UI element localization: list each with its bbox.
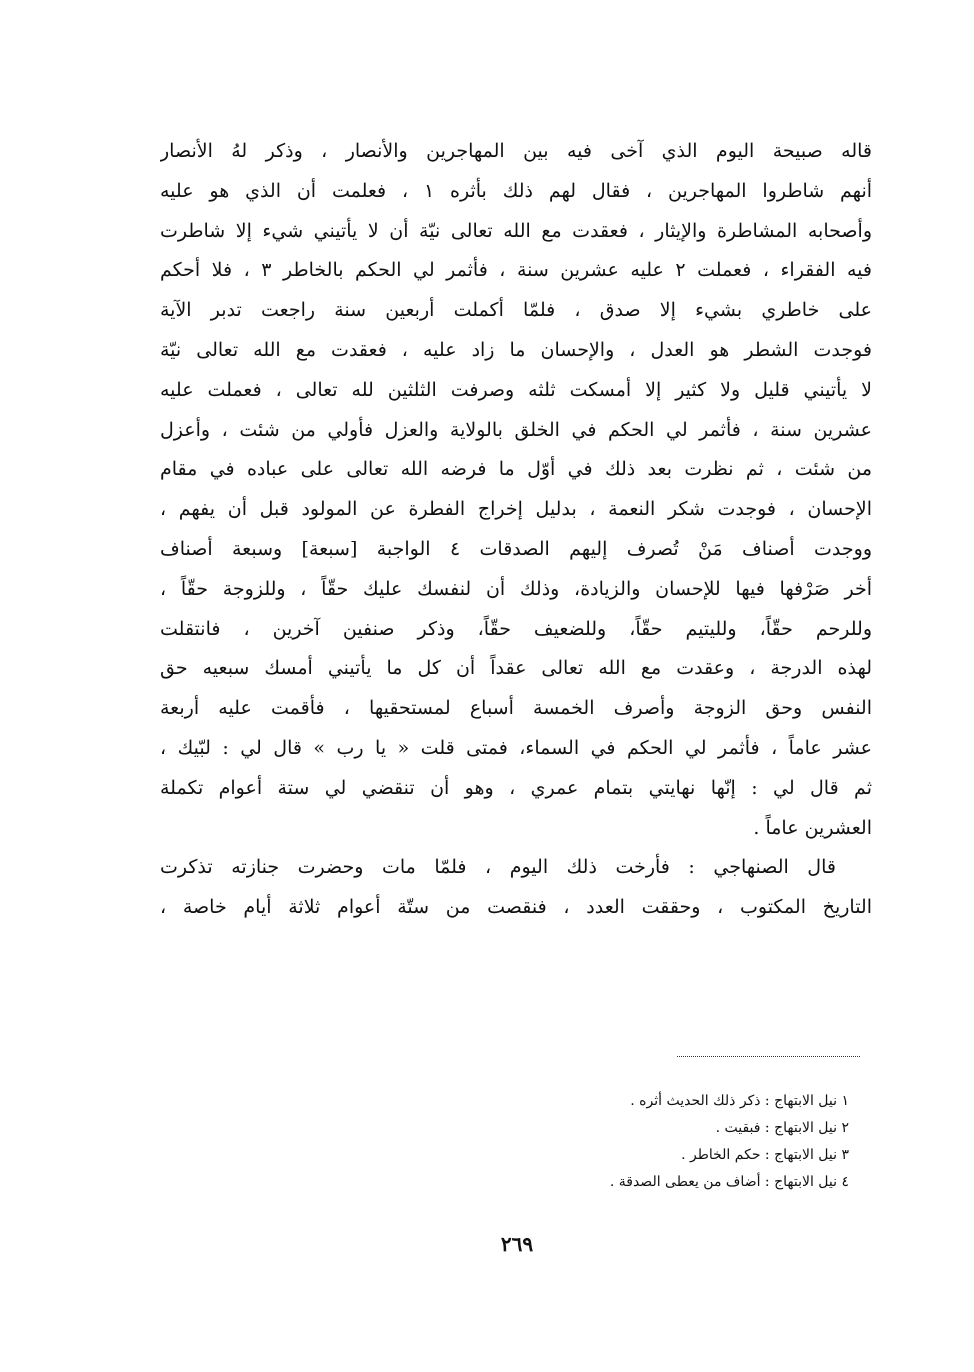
text-line: العشرين عاماً . [753, 816, 872, 839]
text-line: التاريخ المكتوب ، وحققت العدد ، فنقصت من ستّة أعوام ثلاثة أيام خاصة ، [160, 896, 872, 919]
text-line: على خاطري بشيء إلا صدق ، فلمّا أكملت أربعين سنة راجعت تدبر الآية [160, 299, 872, 322]
text-line: النفس وحق الزوجة وأصرف الخمسة أسباع لمستحقيها ، فأقمت عليه أربعة [160, 697, 872, 720]
text-line: عشر عاماً ، فأثمر لي الحكم في السماء، فمتى قلت « يا رب » قال لي : لبّيك ، [160, 736, 872, 759]
text-line: أنهم شاطروا المهاجرين ، فقال لهم ذلك بأثره ١ ، فعلمت أن الذي هو عليه [160, 179, 872, 202]
footnote: ٢ نيل الابتهاج : فبقيت . [715, 1120, 849, 1136]
text-line: فيه الفقراء ، فعملت ٢ عليه عشرين سنة ، فأثمر لي الحكم بالخاطر ٣ ، فلا أحكم [160, 259, 872, 282]
text-line: من شئت ، ثم نظرت بعد ذلك في أوّل ما فرضه الله تعالى على عباده في مقام [160, 458, 872, 481]
text-line: ووجدت أصناف مَنْ تُصرف إليهم الصدقات ٤ الواجبة [سبعة] وسبعة أصناف [160, 537, 872, 560]
footnote: ٣ نيل الابتهاج : حكم الخاطر . [681, 1147, 849, 1163]
text-line: الإحسان ، فوجدت شكر النعمة ، بدليل إخراج الفطرة عن المولود قبل أن يفهم ، [160, 498, 872, 521]
text-line: لا يأتيني قليل ولا كثير إلا أمسكت ثلثه وصرفت الثلثين لله تعالى ، فعملت عليه [160, 378, 872, 401]
text-line: قال الصنهاجي : فأرخت ذلك اليوم ، فلمّا مات وحضرت جنازته تذكرت [160, 856, 836, 879]
text-line: قاله صبيحة اليوم الذي آخى فيه بين المهاجرين والأنصار ، وذكر لهُ الأنصار [160, 140, 872, 162]
text-line: وأصحابه المشاطرة والإيثار ، فعقدت مع الله تعالى نيّة أن لا يأتيني شيء إلا شاطرت [160, 219, 872, 242]
main-text-block [160, 132, 872, 928]
text-line: وللرحم حقّاً، ولليتيم حقّاً، وللضعيف حقّاً، وذكر صنفين آخرين ، فانتقلت [160, 617, 872, 640]
text-line: عشرين سنة ، فأثمر لي الحكم في الخلق بالولاية والعزل فأولي من شئت ، وأعزل [160, 418, 872, 441]
page-number: ٢٦٩ [500, 1232, 534, 1256]
text-line: أخر صَرْفها فيها للإحسان والزيادة، وذلك أن لنفسك عليك حقّاً ، وللزوجة حقّاً ، [160, 577, 872, 600]
footnote-divider [677, 1056, 860, 1057]
text-line: فوجدت الشطر هو العدل ، والإحسان ما زاد عليه ، فعقدت مع الله تعالى نيّة [160, 338, 872, 361]
text-line: لهذه الدرجة ، وعقدت مع الله تعالى عقداً أن كل ما يأتيني أمسك سبعيه حق [160, 657, 872, 680]
text-line: ثم قال لي : إنّها نهايتي بتمام عمري ، وهو أن تنقضي لي ستة أعوام تكملة [160, 776, 872, 799]
footnotes-block [389, 1088, 849, 1196]
footnote: ٤ نيل الابتهاج : أضاف من يعطى الصدقة . [609, 1174, 849, 1190]
footnote: ١ نيل الابتهاج : ذكر ذلك الحديث أثره . [630, 1093, 849, 1109]
